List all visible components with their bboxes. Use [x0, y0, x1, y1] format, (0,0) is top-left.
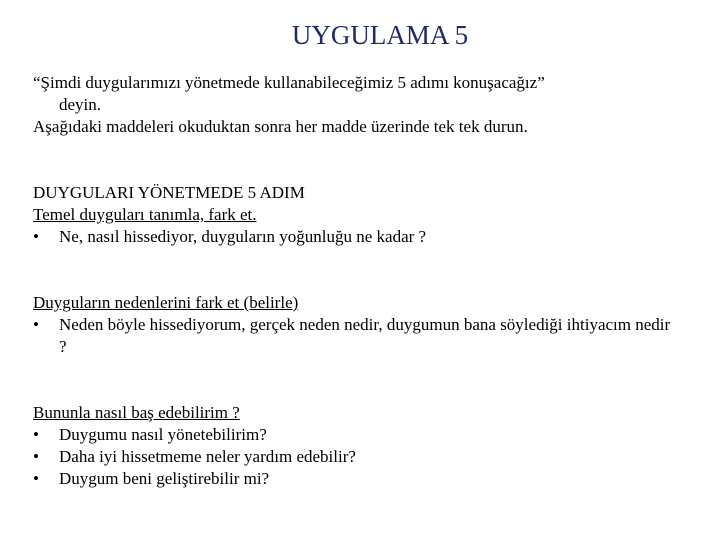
- list-item: [33, 446, 703, 468]
- list-item: [33, 226, 703, 248]
- intro-line-1-continued: deyin.: [59, 95, 102, 114]
- intro-line-2: Aşağıdaki maddeleri okuduktan sonra her madde üzerinde tek tek durun.: [33, 117, 528, 136]
- bullet-icon: •: [33, 227, 39, 246]
- step-1-bullet-1: Ne, nasıl hissediyor, duyguların yoğunluğu ne kadar ?: [59, 227, 427, 246]
- section-heading: DUYGULARI YÖNETMEDE 5 ADIM: [33, 183, 305, 202]
- step-3-title: Bununla nasıl baş edebilirim ?: [33, 403, 240, 422]
- bullet-icon: •: [33, 447, 39, 466]
- list-item: [33, 314, 703, 358]
- step-3-bullet-2: Daha iyi hissetmeme neler yardım edebilir?: [59, 447, 356, 466]
- step-3-bullet-3: Duygum beni geliştirebilir mi?: [59, 469, 270, 488]
- bullet-icon: •: [33, 315, 39, 334]
- document-body: [33, 72, 703, 490]
- intro-line-1: “Şimdi duygularımızı yönetmede kullanabileceğimiz 5 adımı konuşacağız”: [33, 73, 545, 92]
- step-2-bullet-1: Neden böyle hissediyorum, gerçek neden nedir, duygumun bana söylediği ihtiyacım nedir ?: [59, 315, 671, 356]
- page-title: UYGULAMA 5: [291, 20, 469, 50]
- bullet-icon: •: [33, 469, 39, 488]
- bullet-icon: •: [33, 425, 39, 444]
- list-item: [33, 468, 703, 490]
- step-2-title: Duyguların nedenlerini fark et (belirle): [33, 293, 299, 312]
- step-1-title: Temel duyguları tanımla, fark et.: [33, 205, 257, 224]
- list-item: [33, 424, 703, 446]
- step-3-bullet-1: Duygumu nasıl yönetebilirim?: [59, 425, 267, 444]
